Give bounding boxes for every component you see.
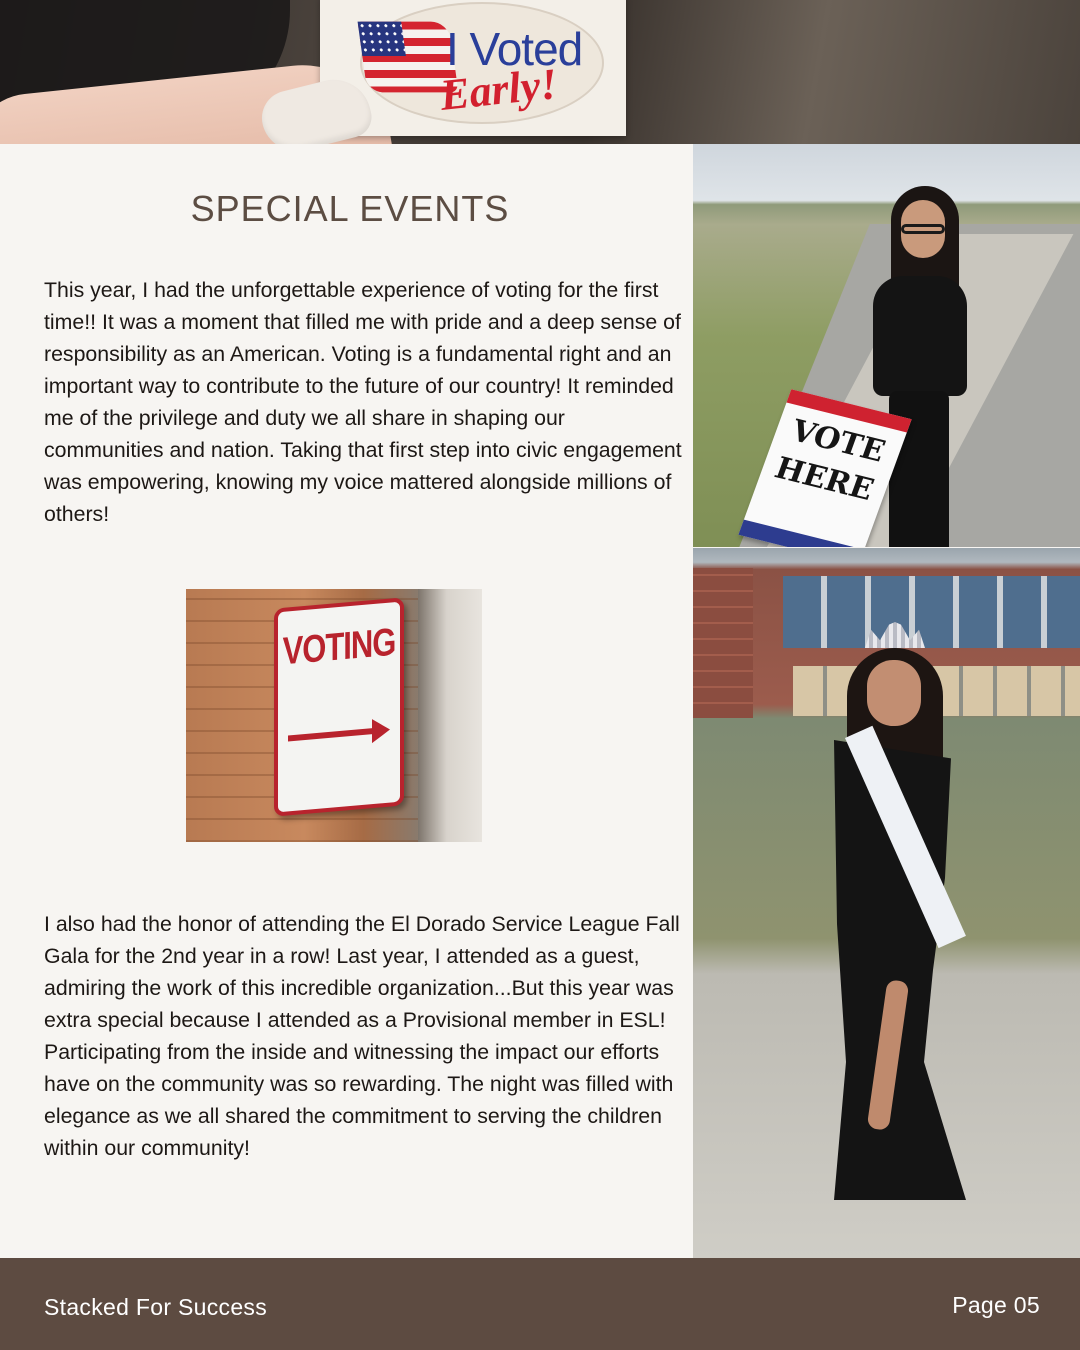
voting-sign-photo [186,589,482,842]
sticker-text-early: Early! [437,59,560,120]
crown-icon [865,622,925,648]
brick-building [693,568,753,718]
page-number: Page 05 [952,1292,1040,1318]
pageant-woman [803,620,1003,1250]
arrow-right-icon [288,728,374,742]
page-title: SPECIAL EVENTS [190,188,510,229]
gala-paragraph: I also had the honor of attending the El Dorado Service League Fall Gala for the 2nd year in a row! Last year, I attended as a guest, admiring the work of this incredible organization...But this year was extra special because I attended as a Provisional member in ESL! Participating from the inside and witnessing the impact our efforts have on the community was so rewarding. The night was filled with elegance as we all shared the commitment to serving the children within our community! [44,912,680,1160]
vote-here-photo [693,144,1080,547]
footer-brand: Stacked For Success [44,1294,268,1320]
voting-paragraph: This year, I had the unforgettable experience of voting for the first time!! It was a moment that filled me with pride and a deep sense of responsibility as an American. Voting is a fundamental right and an important way to contribute to the future of our country! It reminded me of the privilege and duty we all share in shaping our communities and nation. Taking that first step into civic engagement was empowering, knowing my voice mattered alongside millions of others! [44,278,682,526]
vote-here-sign-line2: HERE [770,450,879,508]
voting-sign [274,597,404,816]
i-voted-early-banner-photo [0,0,1080,144]
glasses-icon [901,224,945,234]
footer [0,1258,1080,1350]
voting-sign-text: VOTING [282,619,396,674]
vote-here-sign-line1: VOTE [786,413,890,470]
sticker-text-i-voted: I Voted [446,23,583,75]
concrete-pillar [418,589,482,842]
gala-photo [693,548,1080,1258]
